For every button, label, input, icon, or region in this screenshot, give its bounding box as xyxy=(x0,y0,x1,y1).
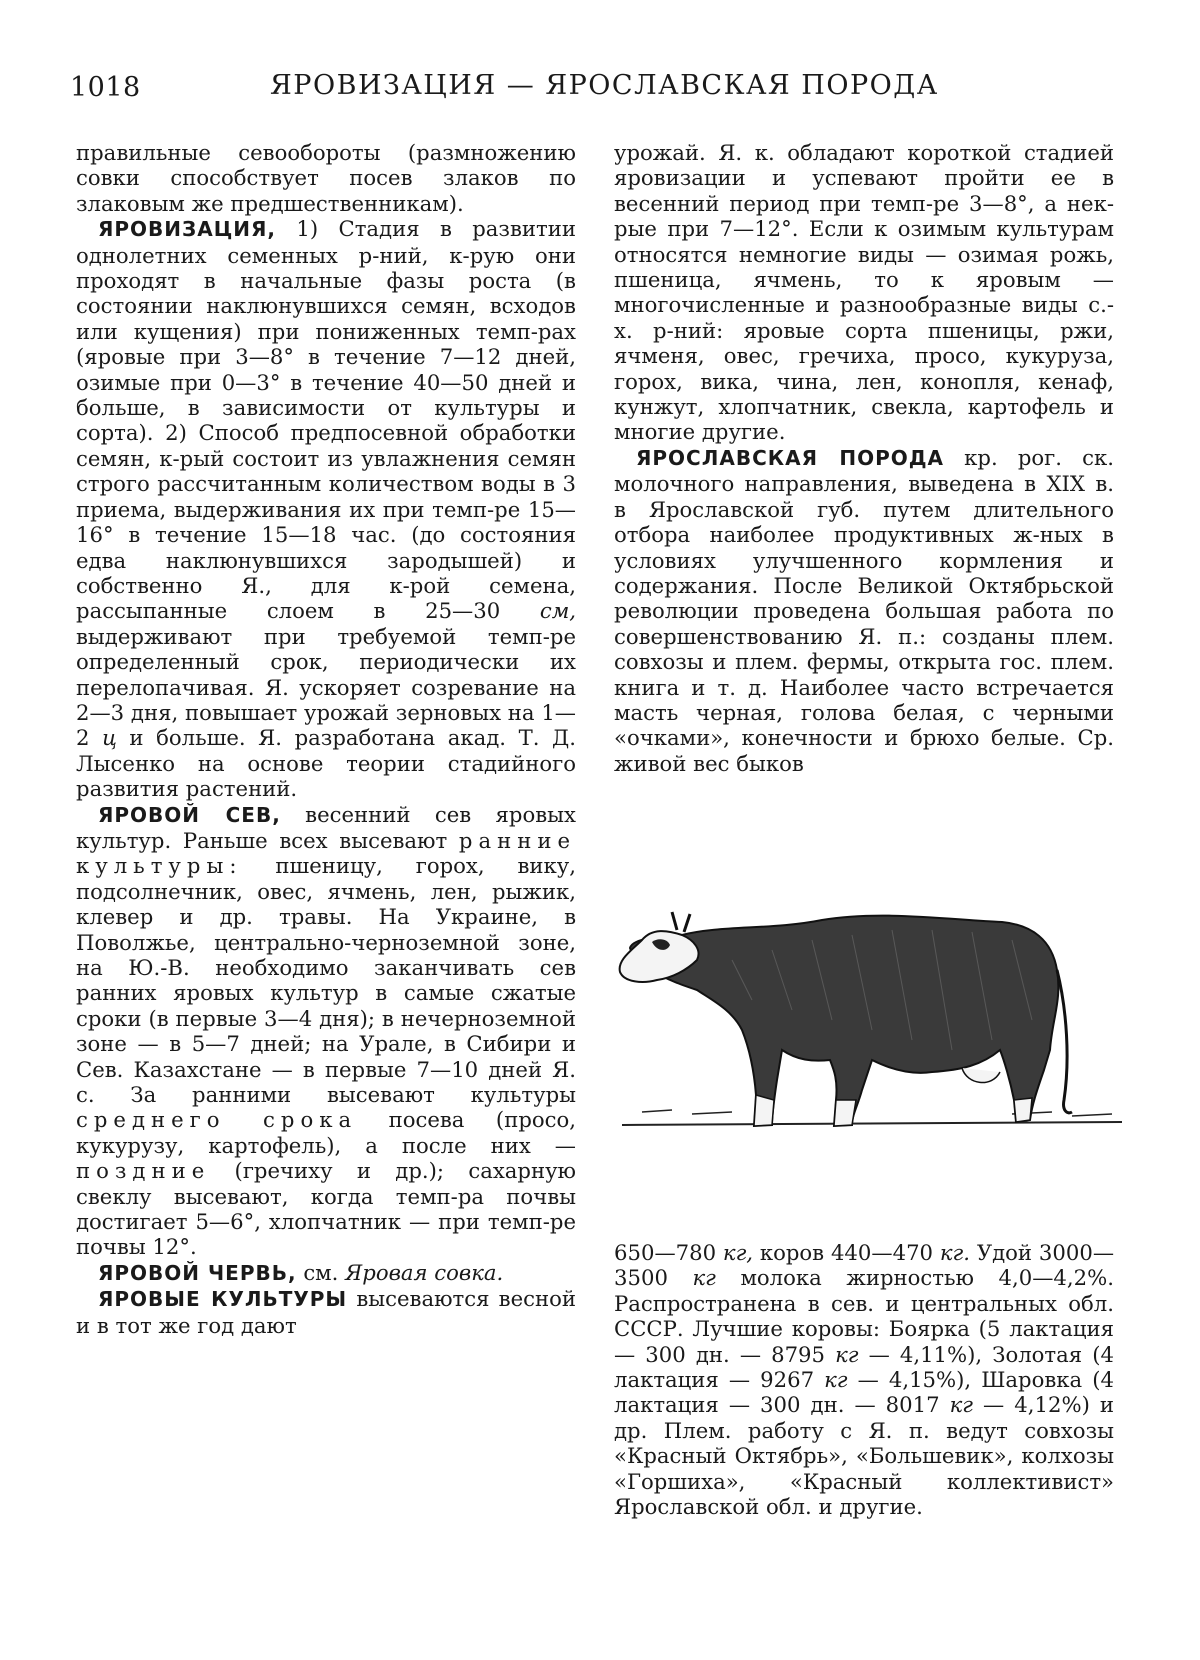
entry-headword: ЯРОВЫЕ КУЛЬТУРЫ xyxy=(98,1287,348,1312)
spaced-term: поздние xyxy=(76,1158,211,1184)
right-column-top xyxy=(614,140,1114,776)
unit: кг xyxy=(824,1367,848,1393)
text: коров 440—470 xyxy=(753,1240,940,1265)
entry-yarovye-kultury xyxy=(76,1286,576,1338)
unit: ц xyxy=(102,725,117,751)
running-head: ЯРОВИЗАЦИЯ — ЯРОСЛАВСКАЯ ПОРОДА xyxy=(270,70,939,101)
unit: кг xyxy=(949,1392,974,1418)
entry-yarovizatsiya xyxy=(76,216,576,801)
text: кр. рог. ск. молочного направления, выведена в XIX в. в Ярославской губ. путем длительного отбора наиболее продуктивных ж-ных в условиях улучшенного кормления и содержания. После Великой Октябрьской революции проведена большая работа по совершенствованию Я. п.: созданы плем. совхозы и плем. фермы, открыта гос. плем. книга и т. д. Наиболее часто встречается масть черная, голова белая, с черными «очками», конечности и брюхо белые. Ср. живой вес быков xyxy=(614,444,1114,776)
entry-headword: ЯРОВОЙ СЕВ, xyxy=(98,802,281,827)
text: молока жирностью 4,0—4,2%. Распространена в сев. и центральных обл. СССР. Лучшие коровы: Боярка (5 лактация — 300 дн. — 8795 xyxy=(614,1265,1114,1367)
text: — 4,12%) и др. Плем. работу с Я. п. ведут совхозы «Красный Октябрь», «Большевик», колхозы «Горшиха», «Красный коллективист» Ярославской обл. и другие. xyxy=(614,1392,1114,1520)
left-column xyxy=(76,140,576,1338)
text: выдерживают при требуемой темп-ре определенный срок, периодически их перелопачивая. Я. ускоряет созревание на 2—3 дня, повышает урожай зерновых на 1—2 xyxy=(76,623,576,751)
entry-yaroslavskaya-poroda xyxy=(614,445,1114,776)
page-number: 1018 xyxy=(70,72,141,103)
text: и больше. Я. разработана акад. Т. Д. Лысенко на основе теории стадийного развития растений. xyxy=(76,725,576,802)
text: (гречиху и др.); сахарную свеклу высевают, когда темп-ра почвы достигает 5—6°, хлопчатник — при темп-ре почвы 12°. xyxy=(76,1158,576,1260)
cow-illustration-icon xyxy=(612,900,1132,1230)
paragraph xyxy=(76,140,576,216)
text: — 4,15%), Шаровка (4 лактация — 300 дн. — 8017 xyxy=(614,1367,1114,1418)
text: см. xyxy=(296,1259,346,1285)
right-column-bottom xyxy=(614,1240,1114,1519)
entry-headword: ЯРОВОЙ ЧЕРВЬ, xyxy=(98,1260,297,1285)
unit: кг xyxy=(835,1341,859,1367)
spaced-term: среднего срока xyxy=(76,1107,358,1133)
paragraph xyxy=(614,1240,1114,1519)
text: урожай. Я. к. обладают короткой стадией яровизации и успевают пройти ее в весенний период при темп-ре 3—8°, а нек-рые при 7—12°. Если к озимым культурам относятся немногие виды — озимая рожь, пшеница, ячмень, то к яровым — многочисленные и разнообразные виды с.-х. р-ний: яровые сорта пшеницы, ржи, ячменя, овес, гречиха, просо, кукуруза, горох, вика, чина, лен, конопля, кенаф, кунжут, хлопчатник, свекла, картофель и многие другие. xyxy=(614,140,1114,445)
unit: см, xyxy=(539,598,576,624)
paragraph xyxy=(614,140,1114,445)
entry-yarovoy-cherv xyxy=(76,1260,576,1286)
entry-headword: ЯРОВИЗАЦИЯ, xyxy=(98,217,277,242)
unit: кг xyxy=(692,1265,716,1291)
text: — 4,11%), Золотая (4 лактация — 9267 xyxy=(614,1341,1114,1393)
cross-reference: Яровая совка. xyxy=(345,1259,504,1285)
spaced-term: ранние культуры: xyxy=(76,827,576,879)
text: весенний сев яровых культур. Раньше всех высевают xyxy=(76,801,576,853)
unit: кг. xyxy=(939,1240,970,1265)
text: Удой 3000—3500 xyxy=(614,1240,1115,1291)
entry-headword: ЯРОСЛАВСКАЯ ПОРОДА xyxy=(636,445,945,470)
text: пшеницу, горох, вику, подсолнечник, овес, ячмень, лен, рыжик, клевер и др. травы. На Украине, в Поволжье, центрально-черноземной зоне, на Ю.-В. необходимо заканчивать сев ранних яровых культур в самые сжатые сроки (в первые 3—4 дня); в нечерноземной зоне — в 5—7 дней; на Урале, в Сибири и Сев. Казахстане — в первые 7—10 дней Я. с. За ранними высевают культуры xyxy=(76,853,576,1108)
text: 1) Стадия в развитии однолетних семенных р-ний, к-рую они проходят в начальные фазы роста (в состоянии наклюнувшихся семян, всходов или кущения) при пониженных темп-рах (яровые при 3—8° в течение 7—12 дней, озимые при 0—3° в течение 40—50 дней и больше, в зависимости от культуры и сорта). 2) Способ предпосевной обработки семян, к-рый состоит из увлажнения семян строго рассчитанным количеством воды в 3 приема, выдерживания их при темп-ре 15—16° в течение 15—18 час. (до состояния едва наклюнувшихся зародышей) и собственно Я., для к-рой семена, рассыпанные слоем в 25—30 xyxy=(76,216,576,624)
entry-yarovoy-sev xyxy=(76,802,576,1260)
text: правильные севообороты (размножению совки способствует посев злаков по злаковым же предшественникам). xyxy=(76,140,576,216)
text: посева (просо, кукурузу, картофель), а после них — xyxy=(76,1107,576,1158)
text: высеваются весной и в тот же год дают xyxy=(76,1286,576,1338)
text: 650—780 xyxy=(614,1240,723,1265)
unit: кг, xyxy=(722,1240,754,1265)
